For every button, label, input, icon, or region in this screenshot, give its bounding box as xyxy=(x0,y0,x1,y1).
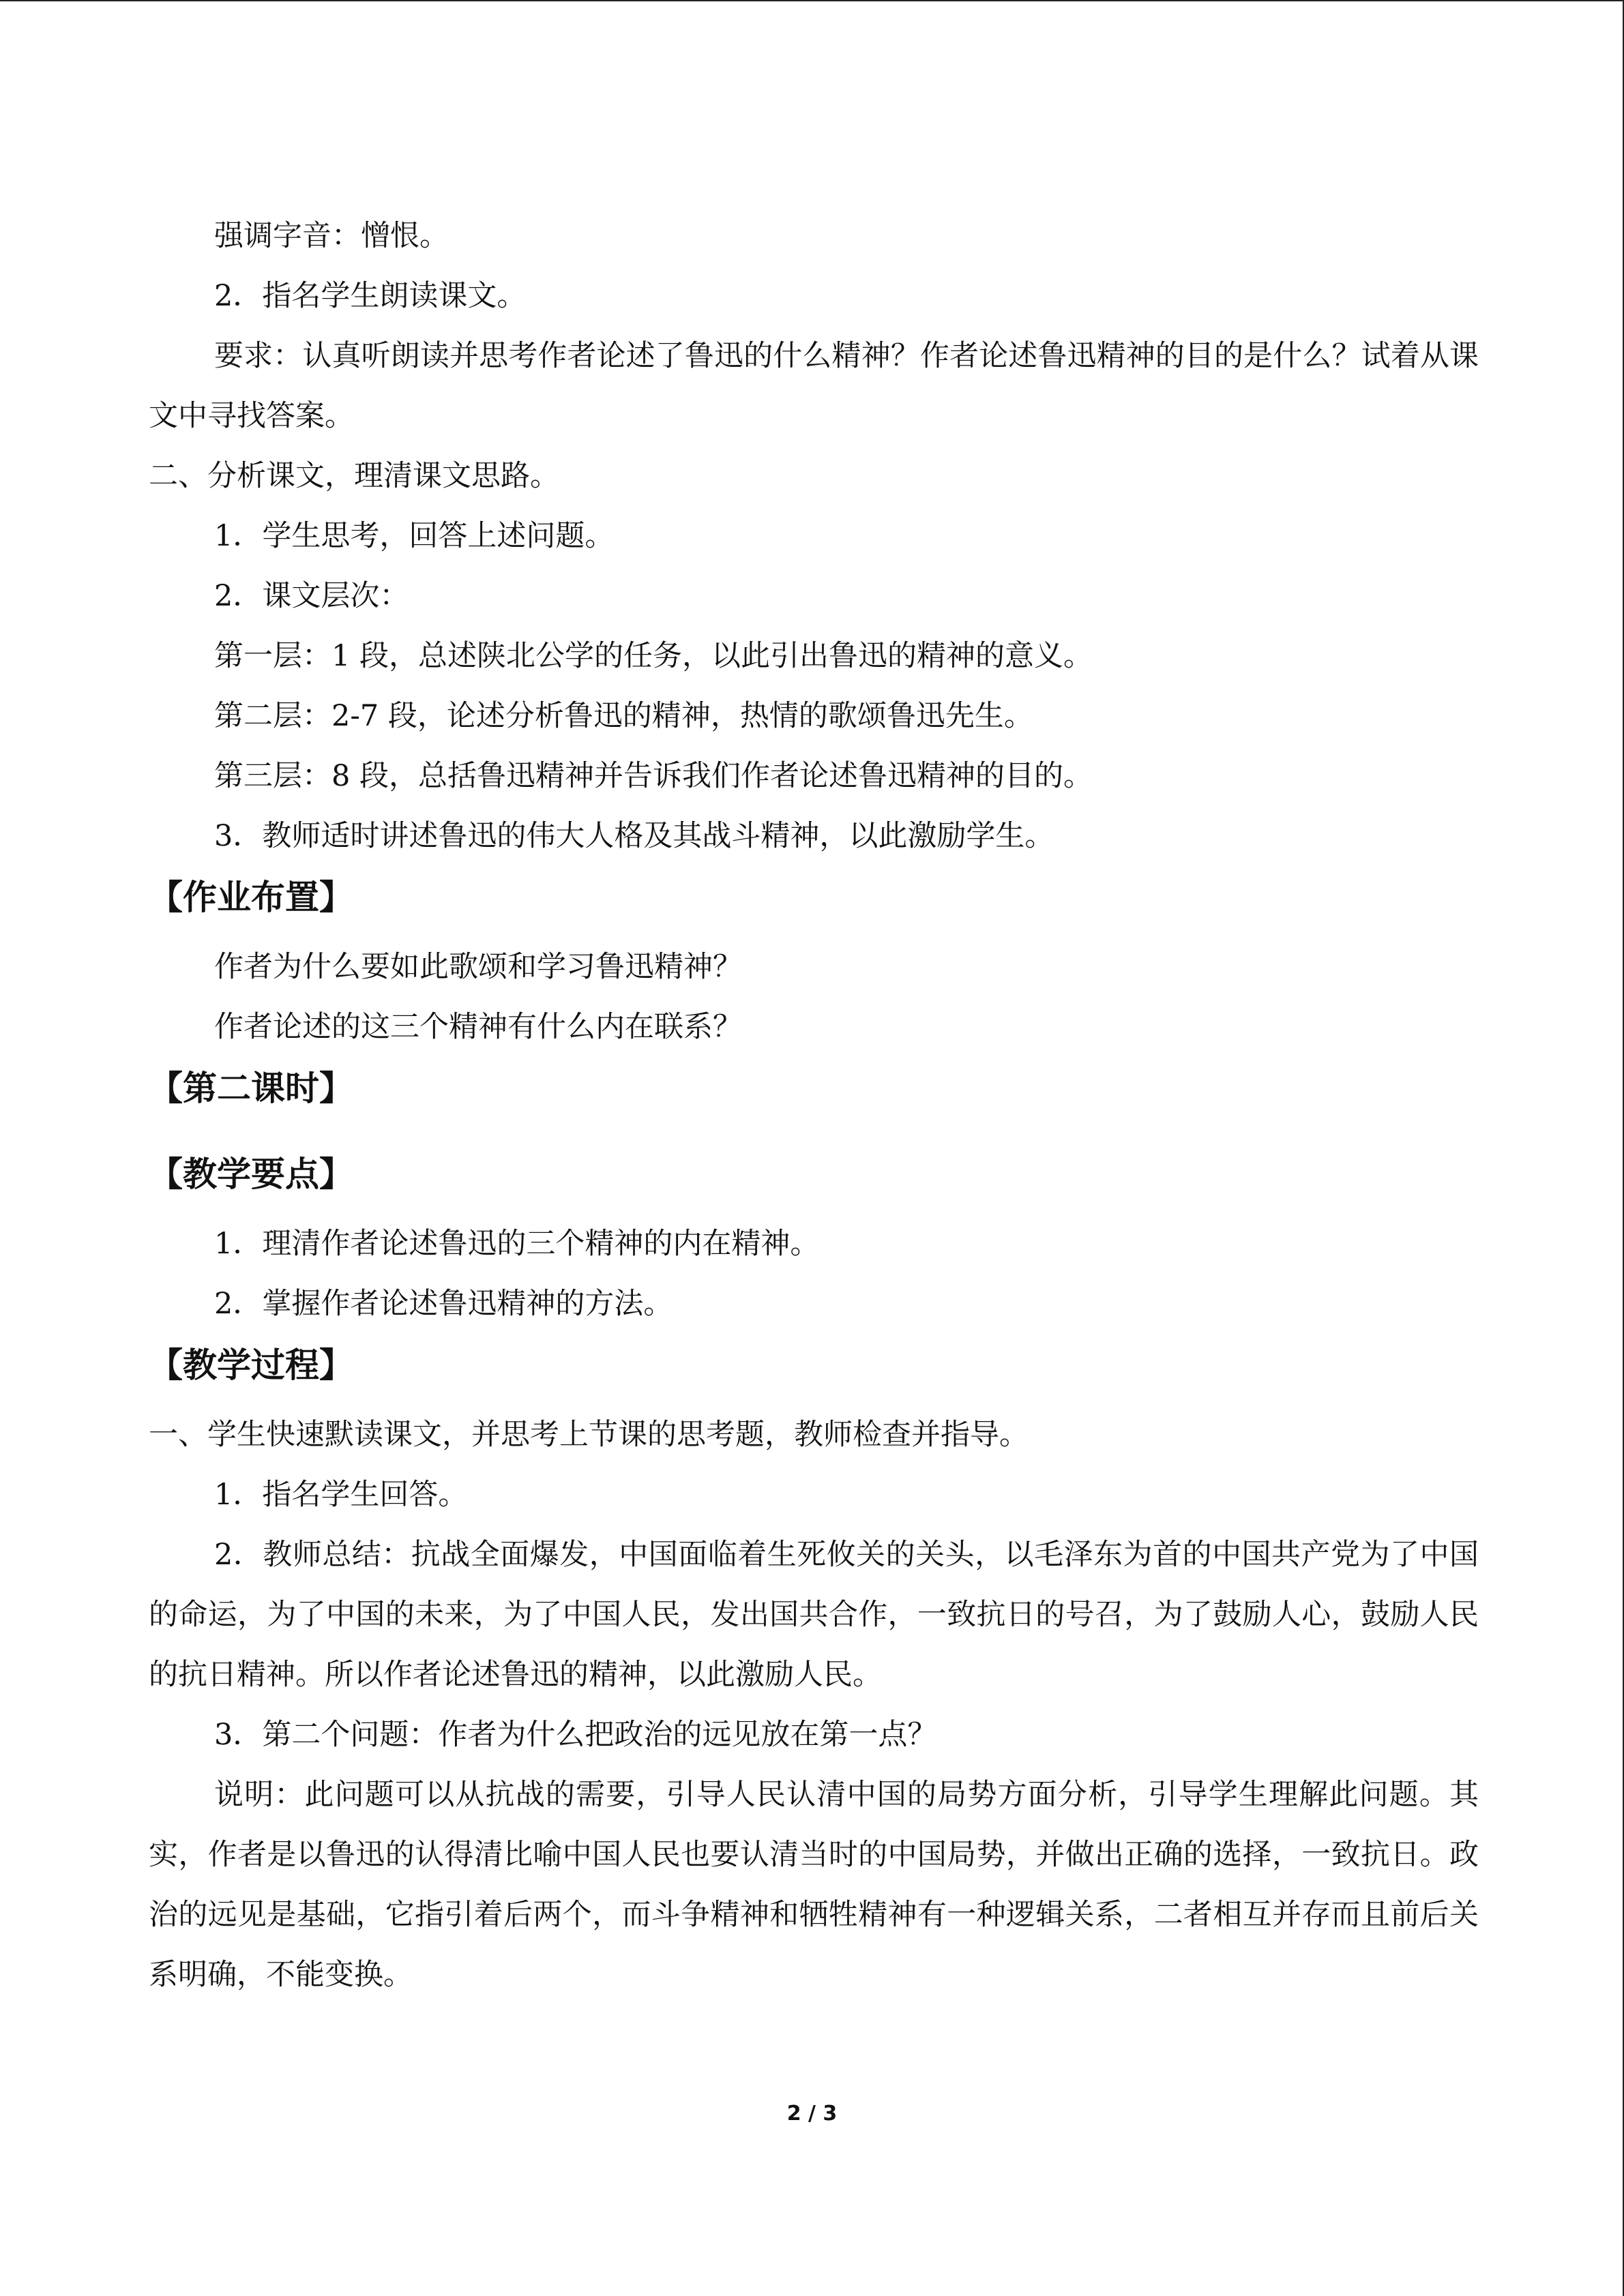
section-heading: 【第二课时】 xyxy=(149,1069,353,1108)
section-line: 一、学生快速默读课文，并思考上节课的思考题，教师检查并指导。 xyxy=(149,1418,1029,1452)
text-line: 强调字音：憎恨。 xyxy=(214,219,449,253)
text-line: 1．学生思考，回答上述问题。 xyxy=(214,519,615,553)
section-line: 二、分析课文，理清课文思路。 xyxy=(149,459,559,493)
text-line: 1．理清作者论述鲁迅的三个精神的内在精神。 xyxy=(214,1227,820,1261)
text-line: 第二层：2-7 段，论述分析鲁迅的精神，热情的歌颂鲁迅先生。 xyxy=(214,699,1033,733)
text-line: 2．掌握作者论述鲁迅精神的方法。 xyxy=(214,1287,673,1321)
section-heading: 【教学要点】 xyxy=(149,1154,353,1194)
document-body xyxy=(149,206,1479,2005)
text-line: 作者为什么要如此歌颂和学习鲁迅精神？ xyxy=(214,950,742,984)
text-line: 3．第二个问题：作者为什么把政治的远见放在第一点？ xyxy=(214,1718,937,1752)
text-line: 1．指名学生回答。 xyxy=(214,1478,468,1512)
text-paragraph: 2．教师总结：抗战全面爆发，中国面临着生死攸关的关头，以毛泽东为首的中国共产党为了中国的命运，为了中国的未来，为了中国人民，发出国共合作，一致抗日的号召，为了鼓励人心，鼓励人民的抗日精神。所以作者论述鲁迅的精神，以此激励人民。 xyxy=(149,1538,1479,1692)
section-heading: 【教学过程】 xyxy=(149,1345,353,1385)
text-line: 2．指名学生朗读课文。 xyxy=(214,279,527,313)
text-line: 2．课文层次： xyxy=(214,579,409,613)
section-heading: 【作业布置】 xyxy=(149,878,353,917)
text-line: 3．教师适时讲述鲁迅的伟大人格及其战斗精神，以此激励学生。 xyxy=(214,819,1054,853)
text-paragraph: 要求：认真听朗读并思考作者论述了鲁迅的什么精神？作者论述鲁迅精神的目的是什么？试着从课文中寻找答案。 xyxy=(149,339,1479,433)
text-line: 作者论述的这三个精神有什么内在联系？ xyxy=(214,1010,742,1044)
page-number: 2 / 3 xyxy=(786,2102,838,2126)
text-line: 第三层：8 段，总括鲁迅精神并告诉我们作者论述鲁迅精神的目的。 xyxy=(214,759,1093,793)
text-paragraph: 说明：此问题可以从抗战的需要，引导人民认清中国的局势方面分析，引导学生理解此问题。其实，作者是以鲁迅的认得清比喻中国人民也要认清当时的中国局势，并做出正确的选择，一致抗日。政治的远见是基础，它指引着后两个，而斗争精神和牺牲精神有一种逻辑关系，二者相互并存而且前后关系明确，不能变换。 xyxy=(149,1778,1479,1992)
text-line: 第一层：1 段，总述陕北公学的任务，以此引出鲁迅的精神的意义。 xyxy=(214,639,1093,673)
